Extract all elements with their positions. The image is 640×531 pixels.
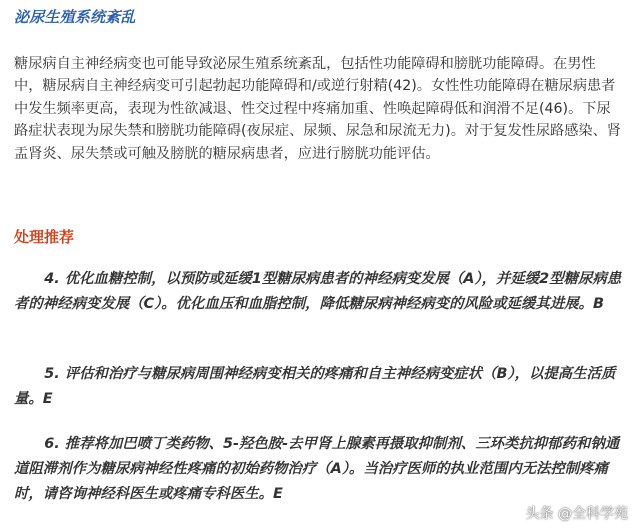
section-title: 泌尿生殖系统紊乱 bbox=[14, 8, 136, 26]
recommendation-item-6: 6. 推荐将加巴喷丁类药物、5-羟色胺-去甲肾上腺素再摄取抑制剂、三环类抗抑郁药和钠通道阻滞剂作为糖尿病神经性疼痛的初始药物治疗（A）。当治疗医师的执业范围内无法控制疼痛时，请咨询神经科医生或疼痛专科医生。E bbox=[14, 436, 620, 502]
watermark-text: 头条 @全科学苑 bbox=[525, 506, 628, 522]
recommendation-item-4: 4. 优化血糖控制，以预防或延缓1型糖尿病患者的神经病变发展（A），并延缓2型糖尿病患者的神经病变发展（C）。优化血压和血脂控制，降低糖尿病神经病变的风险或延缓其进展。B bbox=[14, 271, 622, 312]
recommendations-heading: 处理推荐 bbox=[14, 228, 75, 246]
watermark bbox=[526, 503, 628, 523]
recommendation-item-5: 5. 评估和治疗与糖尿病周围神经病变相关的疼痛和自主神经病变症状（B），以提高生活质量。E bbox=[14, 366, 616, 407]
section-paragraph: 糖尿病自主神经病变也可能导致泌尿生殖系统紊乱，包括性功能障碍和膀胱功能障碍。在男性中，糖尿病自主神经病变可引起勃起功能障碍和/或逆行射精(42)。女性性功能障碍在糖尿病患者中发生频率更高，表现为性欲减退、性交过程中疼痛加重、性唤起障碍低和润滑不足(46)。下尿路症状表现为尿失禁和膀胱功能障碍(夜尿症、尿频、尿急和尿流无力)。对于复发性尿路感染、肾盂肾炎、尿失禁或可触及膀胱的糖尿病患者，应进行膀胱功能评估。 bbox=[14, 56, 621, 162]
